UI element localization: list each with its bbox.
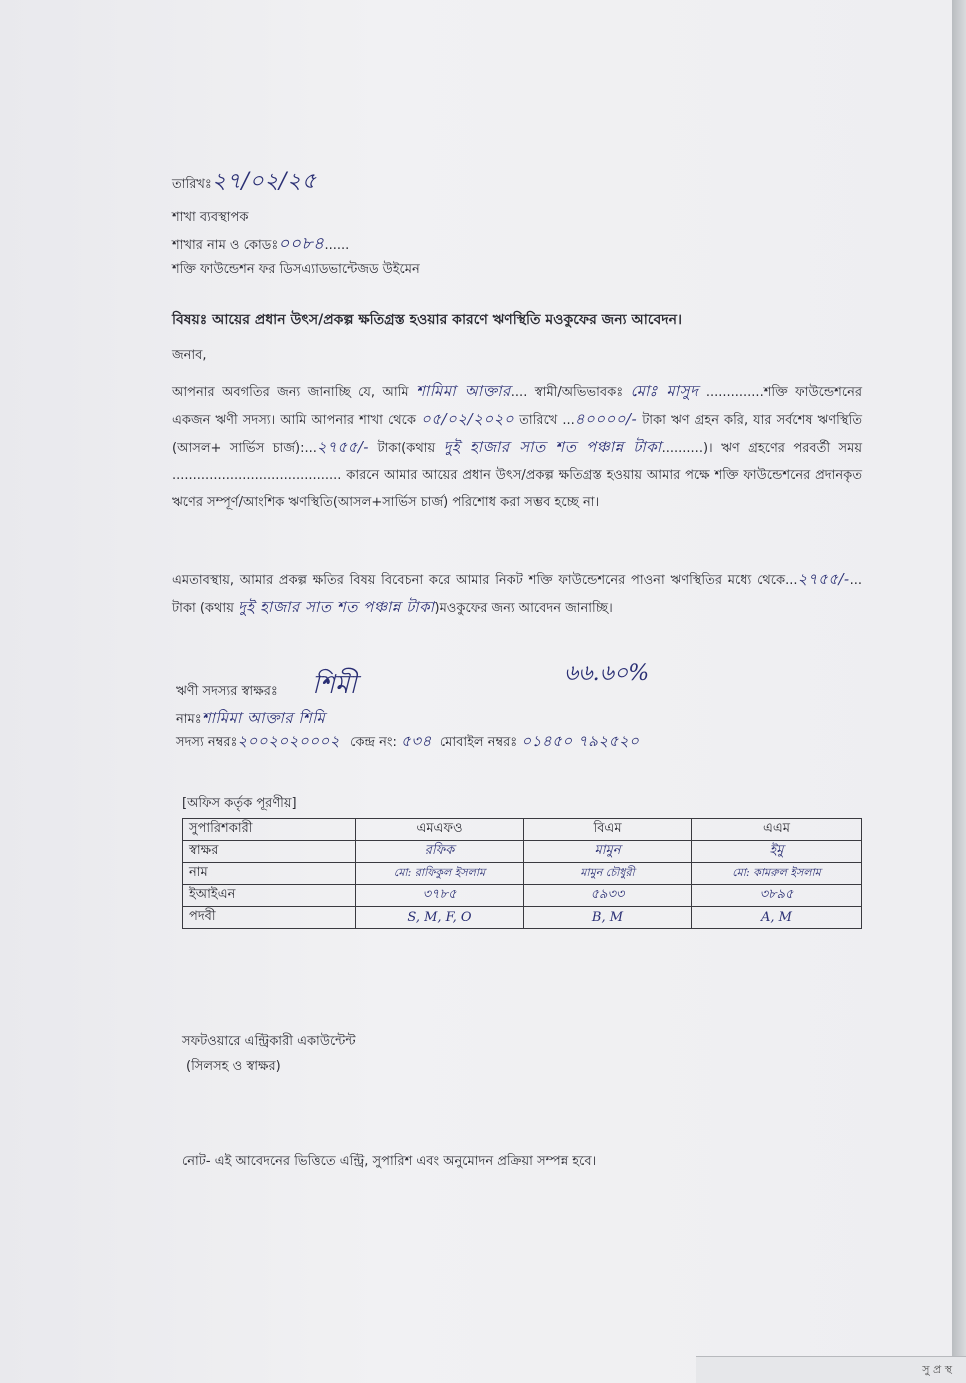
guardian-name-handwritten: মোঃ মাসুদ	[630, 382, 699, 400]
underlying-sheet	[696, 1356, 966, 1383]
date-label: তারিখঃ	[172, 177, 212, 192]
addressee: শাখা ব্যবস্থাপক	[172, 210, 249, 225]
member-sign-line	[176, 684, 278, 700]
row-label: পদবী	[183, 907, 356, 929]
center-label: কেন্দ্র নং:	[350, 735, 397, 750]
mobile-no-value: ০১৪৫০ ৭৯২৫২০	[521, 732, 640, 750]
seal-signature-note: (সিলসহ ও স্বাক্ষর)	[186, 1059, 281, 1074]
table-cell: রফিক	[356, 841, 524, 863]
row-label: ইআইএন	[183, 885, 356, 907]
member-name-label: নামঃ	[176, 712, 202, 727]
member-number-line	[176, 733, 639, 751]
balance-words-handwritten: দুই হাজার সাত শত পঞ্চান্ন টাকা	[443, 438, 662, 456]
table-cell: A, M	[692, 907, 862, 929]
waiver-percent: ৬৬.৬০%	[564, 661, 650, 686]
table-row	[183, 885, 862, 907]
table-row	[183, 863, 862, 885]
table-row	[183, 907, 862, 929]
table-header-cell: সুপারিশকারী	[183, 819, 356, 841]
branch-dots: ......	[324, 238, 350, 253]
member-no-label: সদস্য নম্বরঃ	[176, 735, 238, 750]
table-header-cell: এমএফও	[356, 819, 524, 841]
table-cell: ইমু	[692, 841, 862, 863]
mobile-label: মোবাইল নম্বরঃ	[439, 735, 518, 750]
salutation: জনাব,	[172, 348, 207, 363]
member-name-value: শামিমা আক্তার শিমি	[201, 709, 326, 727]
date-line	[172, 169, 317, 194]
date-value: ২৭/০২/২৫	[211, 169, 317, 194]
row-label: নাম	[183, 863, 356, 885]
underlying-sheet-text: সু প্র স্থ	[922, 1363, 952, 1376]
table-cell: S, M, F, O	[356, 907, 524, 929]
waiver-amount-handwritten: ২৭৫৫/-	[797, 570, 850, 588]
member-signature: শিমী	[312, 670, 357, 700]
organization-name: শক্তি ফাউন্ডেশন ফর ডিসএ্যাডভান্টেজড উইমেন	[172, 262, 420, 277]
member-no-value: ২০০২০২০০০২	[237, 732, 340, 750]
table-cell: ৩৮৯৫	[692, 885, 862, 907]
waiver-words-handwritten: দুই হাজার সাত শত পঞ্চান্ন টাকা	[238, 598, 435, 616]
loan-amount-handwritten: ৪০০০০/-	[574, 410, 638, 428]
table-cell: মামুন চৌধুরী	[524, 863, 692, 885]
table-header-row	[183, 819, 862, 841]
table-header-cell: বিএম	[524, 819, 692, 841]
entry-accountant-label: সফটওয়ারে এন্ট্রিকারী একাউন্টেন্ট	[182, 1034, 356, 1049]
table-cell: ৫৯৩৩	[524, 885, 692, 907]
table-cell: ৩৭৮৫	[356, 885, 524, 907]
branch-line	[172, 236, 349, 254]
balance-handwritten: ২৭৫৫/-	[316, 438, 369, 456]
center-no-value: ৫৩৪	[401, 732, 432, 750]
subject-line: বিষয়ঃ আয়ের প্রধান উৎস/প্রকল্প ক্ষতিগ্রস্ত হওয়ার কারণে ঋণস্থিতি মওকুফের জন্য আবেদন।	[172, 312, 682, 328]
page-edge	[952, 0, 966, 1383]
table-cell: B, M	[524, 907, 692, 929]
table-cell: মো: কামরুল ইসলাম	[692, 863, 862, 885]
office-table	[182, 818, 862, 929]
table-header-cell: এএম	[692, 819, 862, 841]
office-section-heading: [অফিস কর্তৃক পূরণীয়]	[182, 796, 297, 811]
branch-label: শাখার নাম ও কোডঃ	[172, 238, 279, 253]
table-cell: মো: রাফিকুল ইসলাম	[356, 863, 524, 885]
table-cell: মামুন	[524, 841, 692, 863]
body-paragraph-1: আপনার অবগতির জন্য জানাচ্ছি যে, আমি শামিমা আক্তার.... স্বামী/অভিভাবকঃ মোঃ মাসুদ ..............শক্তি ফাউন্ডেশনের একজন ঋণী সদস্য। আমি আপনার শাখা থেকে ০৫/০২/২০২০ তারিখে ...৪০০০০/- টাকা ঋণ গ্রহন করি, যার সর্বশেষ ঋণস্থিতি (আসল+ সার্ভিস চার্জ):...২৭৫৫/- টাকা(কথায় দুই হাজার সাত শত পঞ্চান্ন টাকা..........)। ঋণ গ্রহণের পরবর্তী সময় ......................................... কারনে আমার আয়ের প্রধান উৎস/প্রকল্প ক্ষতিগ্রস্ত হওয়ায় আমার পক্ষে শক্তি ফাউন্ডেশনের প্রদানকৃত ঋণের সম্পূর্ণ/আংশিক ঋণস্থিতি(আসল+সার্ভিস চার্জ) পরিশোধ করা সম্ভব হচ্ছে না।	[172, 382, 862, 510]
member-sign-label: ঋণী সদস্যর স্বাক্ষরঃ	[176, 684, 278, 699]
row-label: স্বাক্ষর	[183, 841, 356, 863]
body-paragraph-2: এমতাবস্থায়, আমার প্রকল্প ক্ষতির বিষয় বিবেচনা করে আমার নিকট শক্তি ফাউন্ডেশনের পাওনা ঋণস্থিতির মধ্যে থেকে...২৭৫৫/-... টাকা (কথায় দুই হাজার সাত শত পঞ্চান্ন টাকা)মওকুফের জন্য আবেদন জানাচ্ছি।	[172, 570, 862, 616]
member-name-handwritten: শামিমা আক্তার	[416, 382, 511, 400]
process-note: নোট- এই আবেদনের ভিত্তিতে এন্ট্রি, সুপারিশ এবং অনুমোদন প্রক্রিয়া সম্পন্ন হবে।	[182, 1154, 597, 1169]
loan-date-handwritten: ০৫/০২/২০২০	[421, 410, 515, 428]
branch-code: ০০৮৪	[278, 234, 325, 254]
table-row	[183, 841, 862, 863]
member-name-line	[176, 710, 325, 728]
